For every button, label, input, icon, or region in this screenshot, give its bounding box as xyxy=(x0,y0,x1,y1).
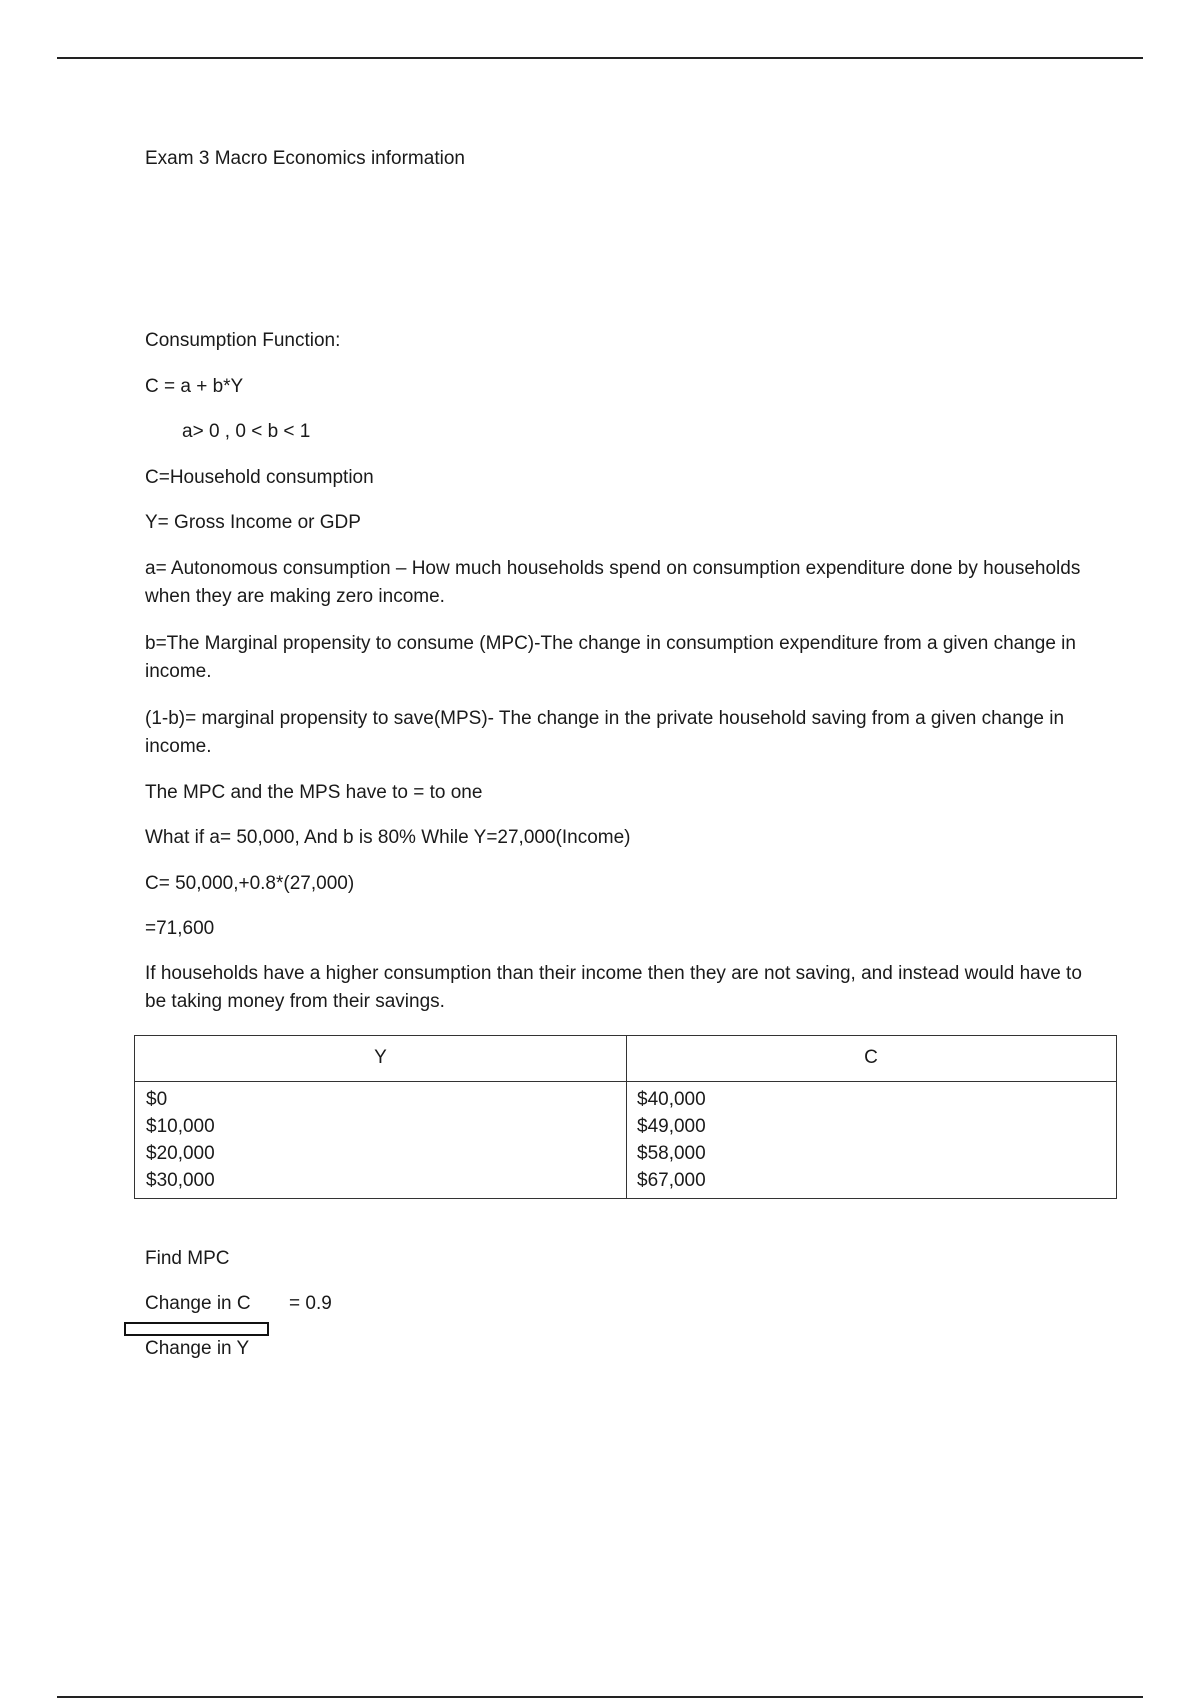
table-cell-y: $0 xyxy=(146,1089,168,1110)
document-title: Exam 3 Macro Economics information xyxy=(145,148,465,169)
section-heading: Consumption Function: xyxy=(145,330,341,351)
mpc-mps-note: The MPC and the MPS have to = to one xyxy=(145,782,483,803)
table-cell-y: $30,000 xyxy=(146,1170,215,1191)
table-cell-y: $10,000 xyxy=(146,1116,215,1137)
table-column-y xyxy=(146,1086,215,1194)
example-result: =71,600 xyxy=(145,918,215,939)
definition-c: C=Household consumption xyxy=(145,467,374,488)
table-cell-c: $49,000 xyxy=(637,1116,706,1137)
definition-1-minus-b: (1-b)= marginal propensity to save(MPS)- The change in the private household saving from a given change in income. xyxy=(145,708,1065,757)
example-question: What if a= 50,000, And b is 80% While Y=27,000(Income) xyxy=(145,827,631,848)
table-cell-c: $67,000 xyxy=(637,1170,706,1191)
table-cell-y: $20,000 xyxy=(146,1143,215,1164)
formula-constraint: a> 0 , 0 < b < 1 xyxy=(182,421,311,442)
fraction-numerator: Change in C xyxy=(145,1293,251,1314)
table-cell-c: $58,000 xyxy=(637,1143,706,1164)
definition-y: Y= Gross Income or GDP xyxy=(145,512,361,533)
income-consumption-table xyxy=(134,1035,1117,1199)
fraction-result: = 0.9 xyxy=(289,1293,332,1314)
table-header-divider xyxy=(135,1081,1116,1082)
table-header-c: C xyxy=(864,1047,878,1068)
definition-a: a= Autonomous consumption – How much households spend on consumption expenditure done by households when they are making zero income. xyxy=(145,558,1081,607)
footer-rule xyxy=(57,1696,1143,1698)
table-header-y: Y xyxy=(374,1047,387,1068)
example-calculation: C= 50,000,+0.8*(27,000) xyxy=(145,873,355,894)
saving-note: If households have a higher consumption than their income then they are not saving, and instead would have to be taking money from their savings. xyxy=(145,963,1082,1012)
consumption-formula: C = a + b*Y xyxy=(145,376,244,397)
table-column-c xyxy=(637,1086,706,1194)
header-rule xyxy=(57,57,1143,59)
table-cell-c: $40,000 xyxy=(637,1089,706,1110)
definition-b: b=The Marginal propensity to consume (MPC)-The change in consumption expenditure from a given change in income. xyxy=(145,633,1076,682)
fraction-bar xyxy=(124,1322,269,1336)
fraction-denominator: Change in Y xyxy=(145,1338,250,1359)
find-mpc-label: Find MPC xyxy=(145,1248,230,1269)
